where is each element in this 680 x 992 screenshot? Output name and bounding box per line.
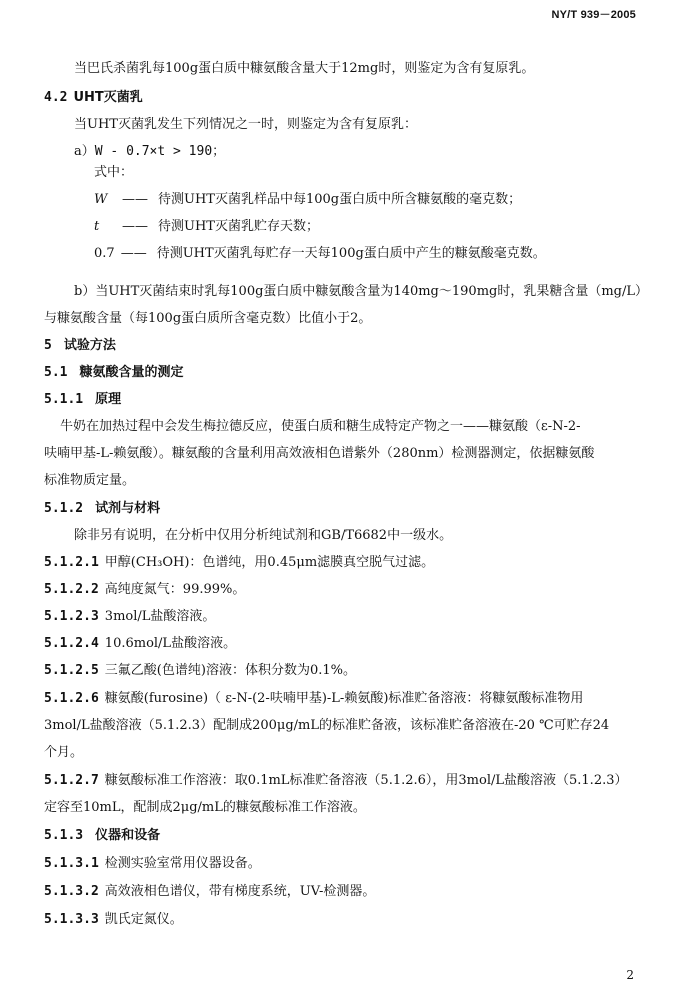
reagent-item-3 [44,608,215,626]
section-title: 原理 [95,392,122,407]
item-text: 10.6mol/L盐酸溶液。 [104,636,237,651]
condition-a-formula: W - 0.7×t > 190； [94,144,226,159]
item-text: 糠氨酸(furosine)（ ε-N-(2-呋喃甲基)-L-赖氨酸)标准贮备溶液：将糠氨酸标准物用 [104,691,584,706]
section-number: 4.2 [44,90,68,105]
paragraph-principle-line-3: 标准物质定量。 [44,473,136,488]
section-4-2-heading [44,89,143,107]
variable-description: 待测UHT灭菌乳样品中每100g蛋白质中所含糠氨酸的毫克数； [158,192,522,207]
paragraph-reagents-intro: 除非另有说明，在分析中仅用分析纯试剂和GB/T6682中一级水。 [74,528,453,543]
equipment-item-1 [44,855,261,873]
item-text: 三氟乙酸(色谱纯)溶液：体积分数为0.1%。 [104,663,356,678]
dash: —— [122,192,148,207]
item-number: 5.1.2.2 [44,582,99,597]
section-5-1-heading [44,364,184,382]
condition-b-line-1: b）当UHT灭菌结束时乳每100g蛋白质中糠氨酸含量为140mg～190mg时，乳果糖含量（mg/L） [74,284,649,299]
section-5-1-3-heading [44,827,160,845]
section-title: UHT灭菌乳 [73,90,143,105]
item-number: 5.1.2.4 [44,636,99,651]
paragraph-principle-line-1: 牛奶在加热过程中会发生梅拉德反应，使蛋白质和糖生成特定产物之一——糠氨酸（ε-N-2- [60,419,581,434]
reagent-item-1 [44,554,434,572]
reagent-item-7-line-2: 定容至10mL，配制成2μg/mL的糠氨酸标准工作溶液。 [44,800,366,815]
condition-a [74,143,225,161]
section-number: 5 [44,338,52,353]
variable-description: 待测UHT灭菌乳贮存天数； [158,219,319,234]
reagent-item-7-line-1 [44,772,628,790]
item-text: 高效液相色谱仪，带有梯度系统，UV-检测器。 [104,884,376,899]
equipment-item-3 [44,911,183,929]
item-number: 5.1.2.6 [44,691,99,706]
dash: —— [120,246,147,261]
item-number: 5.1.2.3 [44,609,99,624]
variable-symbol: 0.7 [94,246,115,261]
page-number: 2 [626,968,634,982]
section-title: 仪器和设备 [95,828,161,843]
equipment-item-2 [44,883,375,901]
item-number: 5.1.3.2 [44,884,99,899]
section-number: 5.1.2 [44,501,84,516]
where-label: 式中： [94,165,134,180]
paragraph-principle-line-2: 呋喃甲基-L-赖氨酸）。糠氨酸的含量利用高效液相色谱紫外（280nm）检测器测定，依据糠氨酸 [44,446,595,461]
variable-symbol: t [94,219,100,234]
item-text: 凯氏定氮仪。 [104,912,183,927]
item-text: 3mol/L盐酸溶液。 [104,609,216,624]
reagent-item-4 [44,635,236,653]
reagent-item-2 [44,581,245,599]
variable-w-definition [94,191,521,209]
reagent-item-6-line-1 [44,690,583,708]
item-number: 5.1.3.3 [44,912,99,927]
reagent-item-5 [44,662,356,680]
item-text: 检测实验室常用仪器设备。 [104,856,261,871]
item-number: 5.1.3.1 [44,856,99,871]
section-number: 5.1 [44,365,68,380]
section-5-1-2-heading [44,500,160,518]
section-title: 糠氨酸含量的测定 [79,365,184,380]
condition-b-line-2: 与糠氨酸含量（每100g蛋白质所含毫克数）比值小于2。 [44,311,372,326]
dash: —— [122,219,148,234]
item-text: 甲醇(CH₃OH)：色谱纯，用0.45μm滤膜真空脱气过滤。 [104,555,435,570]
item-text: 糠氨酸标准工作溶液：取0.1mL标准贮备溶液（5.1.2.6），用3mol/L盐酸溶液（5.1.2.3） [104,773,628,788]
section-number: 5.1.1 [44,392,84,407]
section-title: 试剂与材料 [95,501,161,516]
section-5-1-1-heading [44,391,121,409]
item-number: 5.1.2.7 [44,773,99,788]
variable-symbol: W [94,192,108,207]
reagent-item-6-line-2: 3mol/L盐酸溶液（5.1.2.3）配制成200μg/mL的标准贮备液，该标准贮备溶液在-20 ℃可贮存24 [44,718,610,733]
section-5-heading [44,337,116,355]
standard-code: NY/T 939－2005 [551,9,636,21]
condition-a-label: a） [74,144,95,159]
item-number: 5.1.2.1 [44,555,99,570]
item-number: 5.1.2.5 [44,663,99,678]
section-number: 5.1.3 [44,828,84,843]
variable-coefficient-definition [94,245,546,263]
variable-description: 待测UHT灭菌乳每贮存一天每100g蛋白质中产生的糠氨酸毫克数。 [156,246,546,261]
section-title: 试验方法 [63,338,116,353]
paragraph-uht-intro: 当UHT灭菌乳发生下列情况之一时，则鉴定为含有复原乳： [74,117,417,132]
item-text: 高纯度氮气：99.99%。 [104,582,246,597]
paragraph-pasteurized-milk: 当巴氏杀菌乳每100g蛋白质中糠氨酸含量大于12mg时，则鉴定为含有复原乳。 [74,61,535,76]
reagent-item-6-line-3: 个月。 [44,745,84,760]
variable-t-definition [94,218,319,236]
